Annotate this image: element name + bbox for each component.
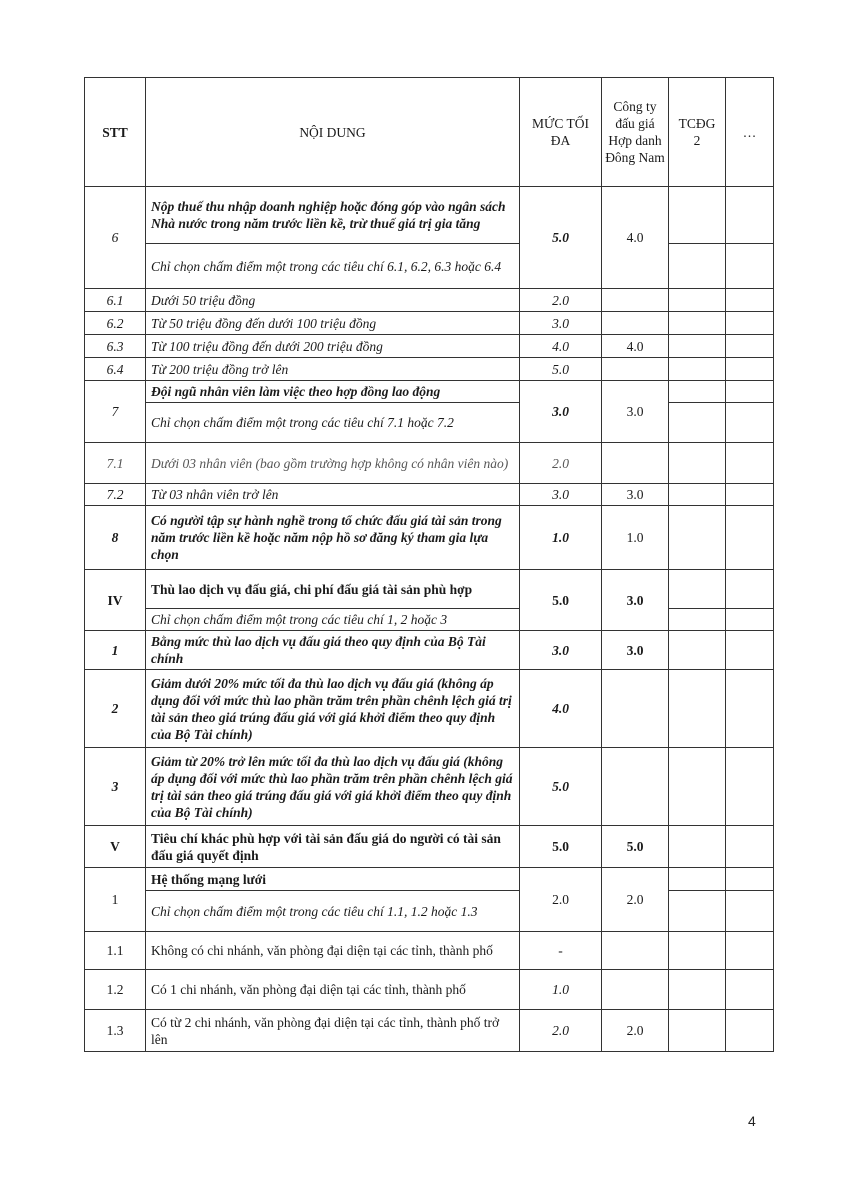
row-stt: IV xyxy=(85,570,146,631)
row-tcdg2 xyxy=(669,670,726,748)
row-content: Giảm dưới 20% mức tối đa thù lao dịch vụ đấu giá (không áp dụng đối với mức thù lao phần trăm trên phần chênh lệch giá trị tài sản theo giá trúng đấu giá với giá khởi điểm theo quy định của Bộ Tài chính) xyxy=(146,670,520,748)
row-more xyxy=(726,443,774,484)
row-stt: 6.2 xyxy=(85,312,146,335)
row-stt: V xyxy=(85,826,146,868)
row-content-note: Chỉ chọn chấm điểm một trong các tiêu chí 6.1, 6.2, 6.3 hoặc 6.4 xyxy=(146,244,520,289)
row-content: Có từ 2 chi nhánh, văn phòng đại diện tại các tỉnh, thành phố trở lên xyxy=(146,1010,520,1052)
row-max-score: - xyxy=(520,932,602,970)
row-content: Tiêu chí khác phù hợp với tài sản đấu giá do người có tài sản đấu giá quyết định xyxy=(146,826,520,868)
row-more xyxy=(726,891,774,932)
row-more xyxy=(726,631,774,670)
row-company-score: 2.0 xyxy=(602,868,669,932)
table-row xyxy=(85,381,774,403)
row-content: Bằng mức thù lao dịch vụ đấu giá theo quy định của Bộ Tài chính xyxy=(146,631,520,670)
row-content: Từ 200 triệu đồng trở lên xyxy=(146,358,520,381)
header-max-score: MỨC TỐI ĐA xyxy=(520,78,602,187)
row-company-score xyxy=(602,358,669,381)
header-content: NỘI DUNG xyxy=(146,78,520,187)
row-content: Từ 50 triệu đồng đến dưới 100 triệu đồng xyxy=(146,312,520,335)
row-company-score: 3.0 xyxy=(602,631,669,670)
row-max-score: 3.0 xyxy=(520,381,602,443)
row-max-score: 4.0 xyxy=(520,335,602,358)
row-company-score: 2.0 xyxy=(602,1010,669,1052)
table-row xyxy=(85,670,774,748)
row-content-note: Chỉ chọn chấm điểm một trong các tiêu chí 1.1, 1.2 hoặc 1.3 xyxy=(146,891,520,932)
row-tcdg2 xyxy=(669,570,726,609)
row-max-score: 5.0 xyxy=(520,826,602,868)
table-row xyxy=(85,187,774,244)
row-tcdg2 xyxy=(669,484,726,506)
row-more xyxy=(726,187,774,244)
row-tcdg2 xyxy=(669,932,726,970)
header-stt: STT xyxy=(85,78,146,187)
row-tcdg2 xyxy=(669,244,726,289)
row-max-score: 1.0 xyxy=(520,970,602,1010)
row-more xyxy=(726,244,774,289)
row-stt: 6.1 xyxy=(85,289,146,312)
row-tcdg2 xyxy=(669,358,726,381)
row-max-score: 2.0 xyxy=(520,1010,602,1052)
row-more xyxy=(726,335,774,358)
row-company-score: 3.0 xyxy=(602,570,669,631)
row-tcdg2 xyxy=(669,506,726,570)
row-more xyxy=(726,506,774,570)
row-tcdg2 xyxy=(669,403,726,443)
row-tcdg2 xyxy=(669,868,726,891)
row-tcdg2 xyxy=(669,970,726,1010)
row-company-score: 4.0 xyxy=(602,335,669,358)
row-content: Nộp thuế thu nhập doanh nghiệp hoặc đóng góp vào ngân sách Nhà nước trong năm trước liền kề, trừ thuế giá trị gia tăng xyxy=(146,187,520,244)
row-company-score: 3.0 xyxy=(602,484,669,506)
row-stt: 6.3 xyxy=(85,335,146,358)
row-tcdg2 xyxy=(669,631,726,670)
header-more: … xyxy=(726,78,774,187)
row-content: Không có chi nhánh, văn phòng đại diện tại các tỉnh, thành phố xyxy=(146,932,520,970)
table-row xyxy=(85,335,774,358)
header-tcdg2: TCĐG 2 xyxy=(669,78,726,187)
table-row xyxy=(85,289,774,312)
row-stt: 1.1 xyxy=(85,932,146,970)
row-max-score: 5.0 xyxy=(520,570,602,631)
row-max-score: 1.0 xyxy=(520,506,602,570)
row-tcdg2 xyxy=(669,1010,726,1052)
row-max-score: 4.0 xyxy=(520,670,602,748)
row-more xyxy=(726,970,774,1010)
row-more xyxy=(726,570,774,609)
table-row xyxy=(85,570,774,609)
row-tcdg2 xyxy=(669,609,726,631)
row-max-score: 3.0 xyxy=(520,484,602,506)
row-content: Hệ thống mạng lưới xyxy=(146,868,520,891)
row-company-score: 5.0 xyxy=(602,826,669,868)
row-tcdg2 xyxy=(669,748,726,826)
row-max-score: 2.0 xyxy=(520,289,602,312)
row-content: Từ 100 triệu đồng đến dưới 200 triệu đồng xyxy=(146,335,520,358)
table-row xyxy=(85,868,774,891)
row-max-score: 5.0 xyxy=(520,358,602,381)
row-more xyxy=(726,748,774,826)
row-more xyxy=(726,932,774,970)
row-stt: 8 xyxy=(85,506,146,570)
table-row xyxy=(85,932,774,970)
row-stt: 1 xyxy=(85,631,146,670)
row-company-score xyxy=(602,289,669,312)
row-stt: 7.1 xyxy=(85,443,146,484)
table-row xyxy=(85,403,774,443)
page-number: 4 xyxy=(748,1113,756,1129)
row-max-score: 2.0 xyxy=(520,443,602,484)
row-company-score xyxy=(602,312,669,335)
row-stt: 1.2 xyxy=(85,970,146,1010)
row-more xyxy=(726,670,774,748)
row-content: Có người tập sự hành nghề trong tổ chức đấu giá tài sản trong năm trước liền kề hoặc năm nộp hồ sơ đăng ký tham gia lựa chọn xyxy=(146,506,520,570)
row-tcdg2 xyxy=(669,891,726,932)
row-company-score: 4.0 xyxy=(602,187,669,289)
row-company-score xyxy=(602,932,669,970)
row-content: Có 1 chi nhánh, văn phòng đại diện tại các tỉnh, thành phố xyxy=(146,970,520,1010)
row-tcdg2 xyxy=(669,826,726,868)
row-stt: 7 xyxy=(85,381,146,443)
row-more xyxy=(726,403,774,443)
row-more xyxy=(726,1010,774,1052)
row-stt: 3 xyxy=(85,748,146,826)
row-stt: 6.4 xyxy=(85,358,146,381)
row-company-score xyxy=(602,670,669,748)
table-row xyxy=(85,358,774,381)
row-tcdg2 xyxy=(669,187,726,244)
table-row xyxy=(85,506,774,570)
row-max-score: 5.0 xyxy=(520,748,602,826)
table-row xyxy=(85,891,774,932)
row-tcdg2 xyxy=(669,289,726,312)
row-more xyxy=(726,868,774,891)
header-company: Công ty đấu giá Hợp danh Đông Nam xyxy=(602,78,669,187)
row-content: Dưới 50 triệu đồng xyxy=(146,289,520,312)
row-content: Dưới 03 nhân viên (bao gồm trường hợp không có nhân viên nào) xyxy=(146,443,520,484)
table-row xyxy=(85,748,774,826)
table-row xyxy=(85,631,774,670)
table-row xyxy=(85,244,774,289)
row-max-score: 5.0 xyxy=(520,187,602,289)
scoring-table xyxy=(84,77,774,1052)
row-more xyxy=(726,381,774,403)
row-content-note: Chỉ chọn chấm điểm một trong các tiêu chí 7.1 hoặc 7.2 xyxy=(146,403,520,443)
row-company-score: 1.0 xyxy=(602,506,669,570)
row-max-score: 2.0 xyxy=(520,868,602,932)
row-stt: 6 xyxy=(85,187,146,289)
table-row xyxy=(85,970,774,1010)
table-row xyxy=(85,443,774,484)
row-stt: 7.2 xyxy=(85,484,146,506)
row-content: Đội ngũ nhân viên làm việc theo hợp đồng lao động xyxy=(146,381,520,403)
row-more xyxy=(726,609,774,631)
table-row xyxy=(85,609,774,631)
table-row xyxy=(85,826,774,868)
row-more xyxy=(726,826,774,868)
row-more xyxy=(726,484,774,506)
row-stt: 1.3 xyxy=(85,1010,146,1052)
row-tcdg2 xyxy=(669,381,726,403)
row-tcdg2 xyxy=(669,443,726,484)
row-company-score xyxy=(602,748,669,826)
row-company-score: 3.0 xyxy=(602,381,669,443)
row-content: Giảm từ 20% trở lên mức tối đa thù lao dịch vụ đấu giá (không áp dụng đối với mức thù lao phần trăm trên phần chênh lệch giá trị tài sản theo giá trúng đấu giá với giá khởi điểm theo quy định của Bộ Tài chính) xyxy=(146,748,520,826)
row-more xyxy=(726,358,774,381)
row-tcdg2 xyxy=(669,335,726,358)
table-row xyxy=(85,312,774,335)
row-stt: 2 xyxy=(85,670,146,748)
row-content: Từ 03 nhân viên trở lên xyxy=(146,484,520,506)
row-company-score xyxy=(602,970,669,1010)
row-max-score: 3.0 xyxy=(520,631,602,670)
table-row xyxy=(85,484,774,506)
row-tcdg2 xyxy=(669,312,726,335)
row-content-note: Chỉ chọn chấm điểm một trong các tiêu chí 1, 2 hoặc 3 xyxy=(146,609,520,631)
row-stt: 1 xyxy=(85,868,146,932)
row-company-score xyxy=(602,443,669,484)
row-content: Thù lao dịch vụ đấu giá, chi phí đấu giá tài sản phù hợp xyxy=(146,570,520,609)
row-more xyxy=(726,289,774,312)
row-more xyxy=(726,312,774,335)
table-row xyxy=(85,1010,774,1052)
header-row xyxy=(85,78,774,187)
row-max-score: 3.0 xyxy=(520,312,602,335)
